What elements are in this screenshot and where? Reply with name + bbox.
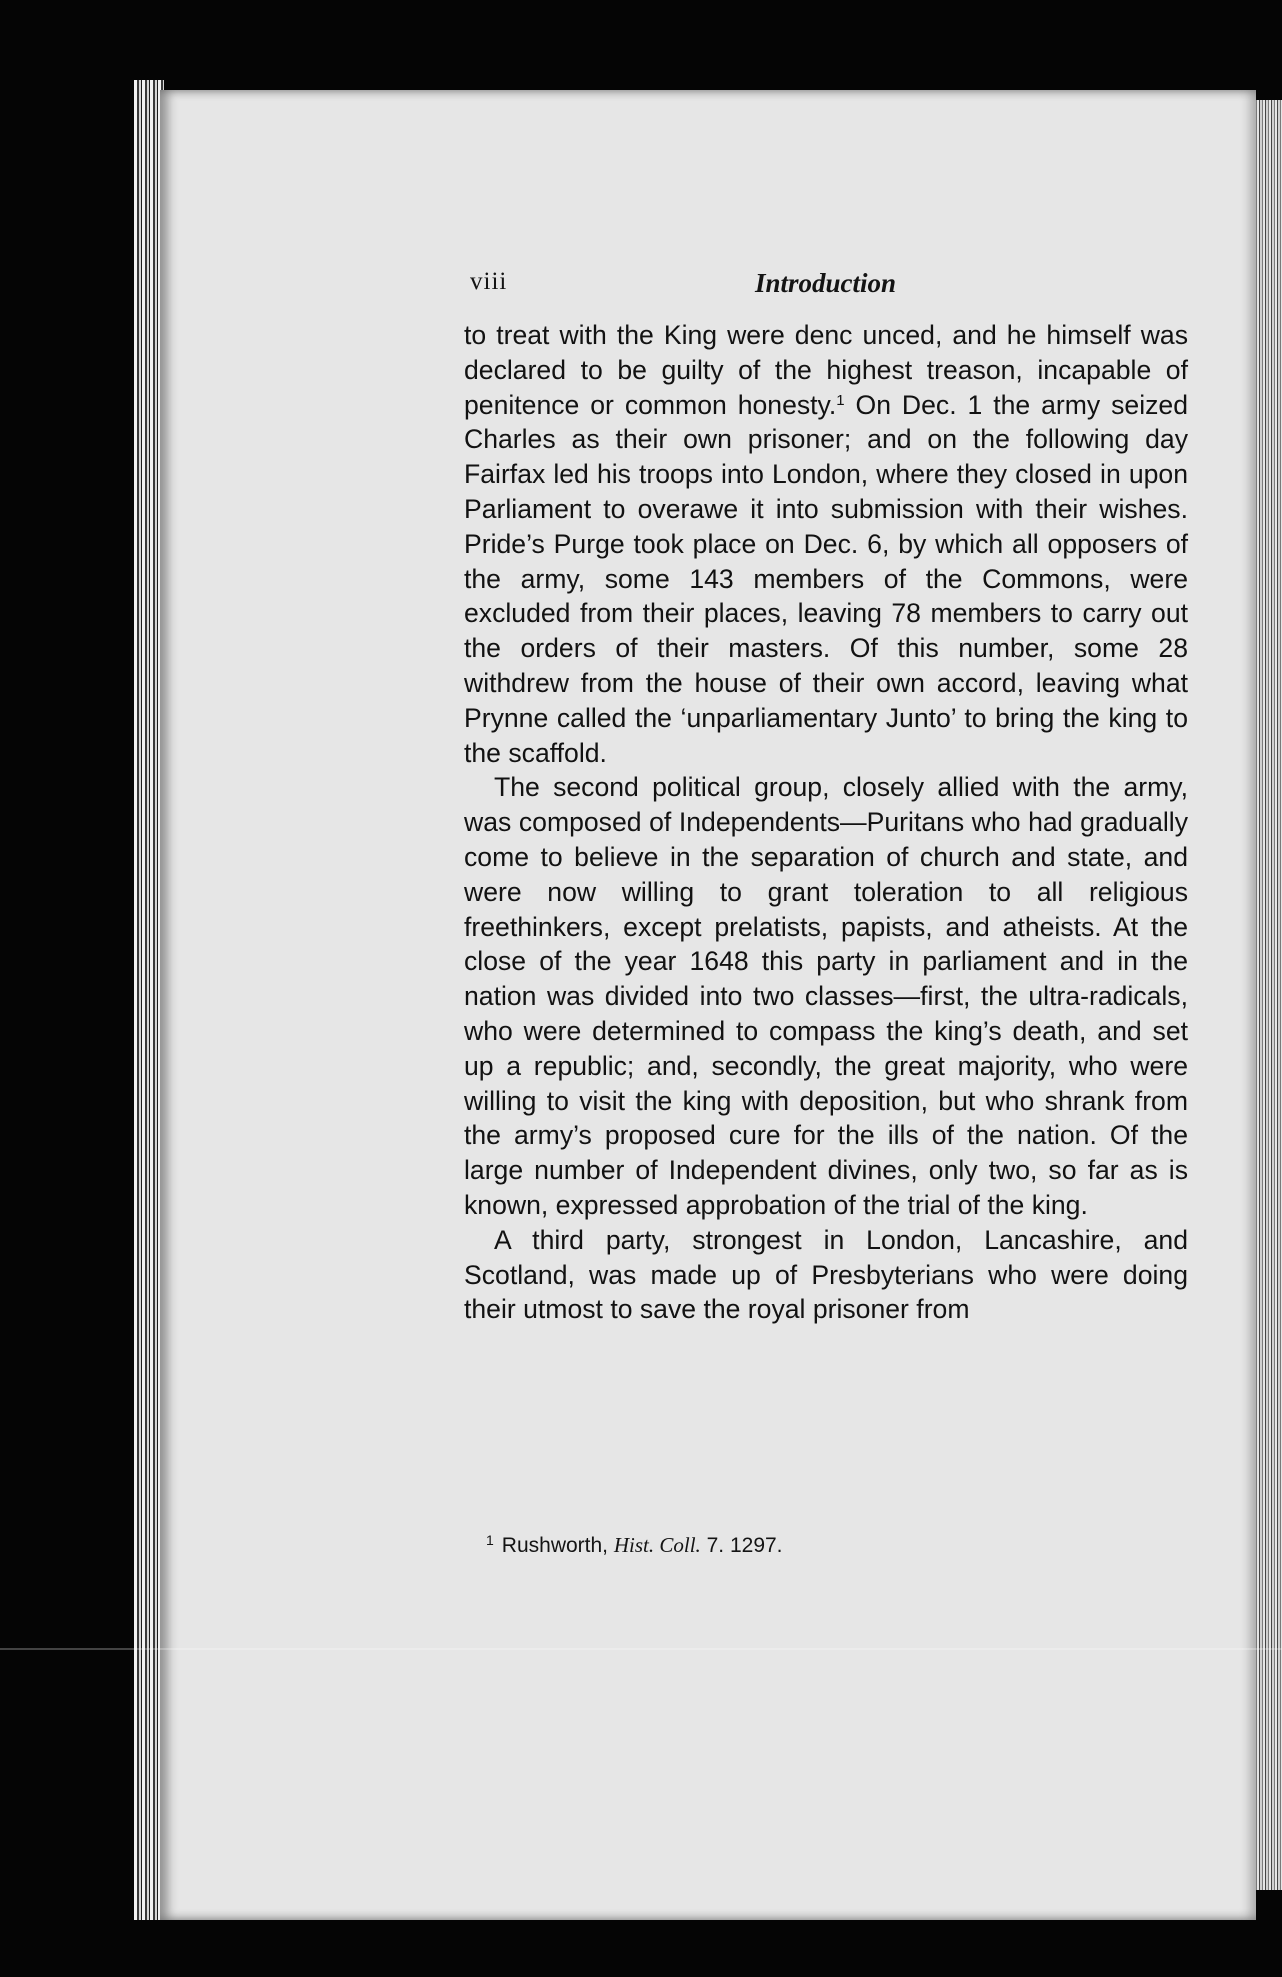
paragraph-1-text-a: to treat with the King were denc unced, and he himself was declared to be guilty of the highest treason, incapable of penitence or common honesty. xyxy=(464,320,1188,420)
footnote-work: Hist. Coll. xyxy=(613,1533,701,1557)
footnote-author: Rushworth, xyxy=(501,1534,614,1557)
body-text xyxy=(464,318,1188,1327)
footnote-ref: 7. 1297. xyxy=(700,1534,783,1557)
page-number: viii xyxy=(470,268,508,295)
paragraph-2: The second political group, closely allied with the army, was composed of Independents—Puritans who had gradually come to believe in the separation of church and state, and were now willing to grant toleration to all religious freethinkers, except prelatists, papists, and atheists. At the close of the year 1648 this party in parliament and in the nation was divided into two classes—first, the ultra-radicals, who were determined to compass the king’s death, and set up a republic; and, secondly, the great majority, who were willing to visit the king with deposition, but who shrank from the army’s proposed cure for the ills of the nation. Of the large number of Independent divines, only two, so far as is known, expressed approbation of the trial of the king. xyxy=(464,772,1188,1220)
book-page-edge xyxy=(1254,100,1282,1890)
footnote-mark: 1 xyxy=(486,1532,494,1548)
running-head xyxy=(470,268,900,308)
footnote xyxy=(486,1532,783,1558)
running-title: Introduction xyxy=(755,268,897,298)
paragraph-1-text-b: On Dec. 1 the army seized Charles as their own prisoner; and on the following day Fairfax led his troops into London, where they closed in upon Parliament to overawe it into submission with their wishes. Pride’s Purge took place on Dec. 6, by which all opposers of the army, some 143 members of the Commons, were excluded from their places, leaving 78 members to carry out the orders of their masters. Of this number, some 28 withdrew from the house of their own accord, leaving what Prynne called the ‘unparliamentary Junto’ to bring the king to the scaffold. xyxy=(464,389,1188,768)
paragraph-1 xyxy=(464,318,1188,770)
scan-artifact-line xyxy=(0,1648,1282,1650)
footnote-reference: 1 xyxy=(836,391,845,409)
paragraph-3: A third party, strongest in London, Lancashire, and Scotland, was made up of Presbyterians who were doing their utmost to save the royal prisoner from xyxy=(464,1224,1188,1325)
